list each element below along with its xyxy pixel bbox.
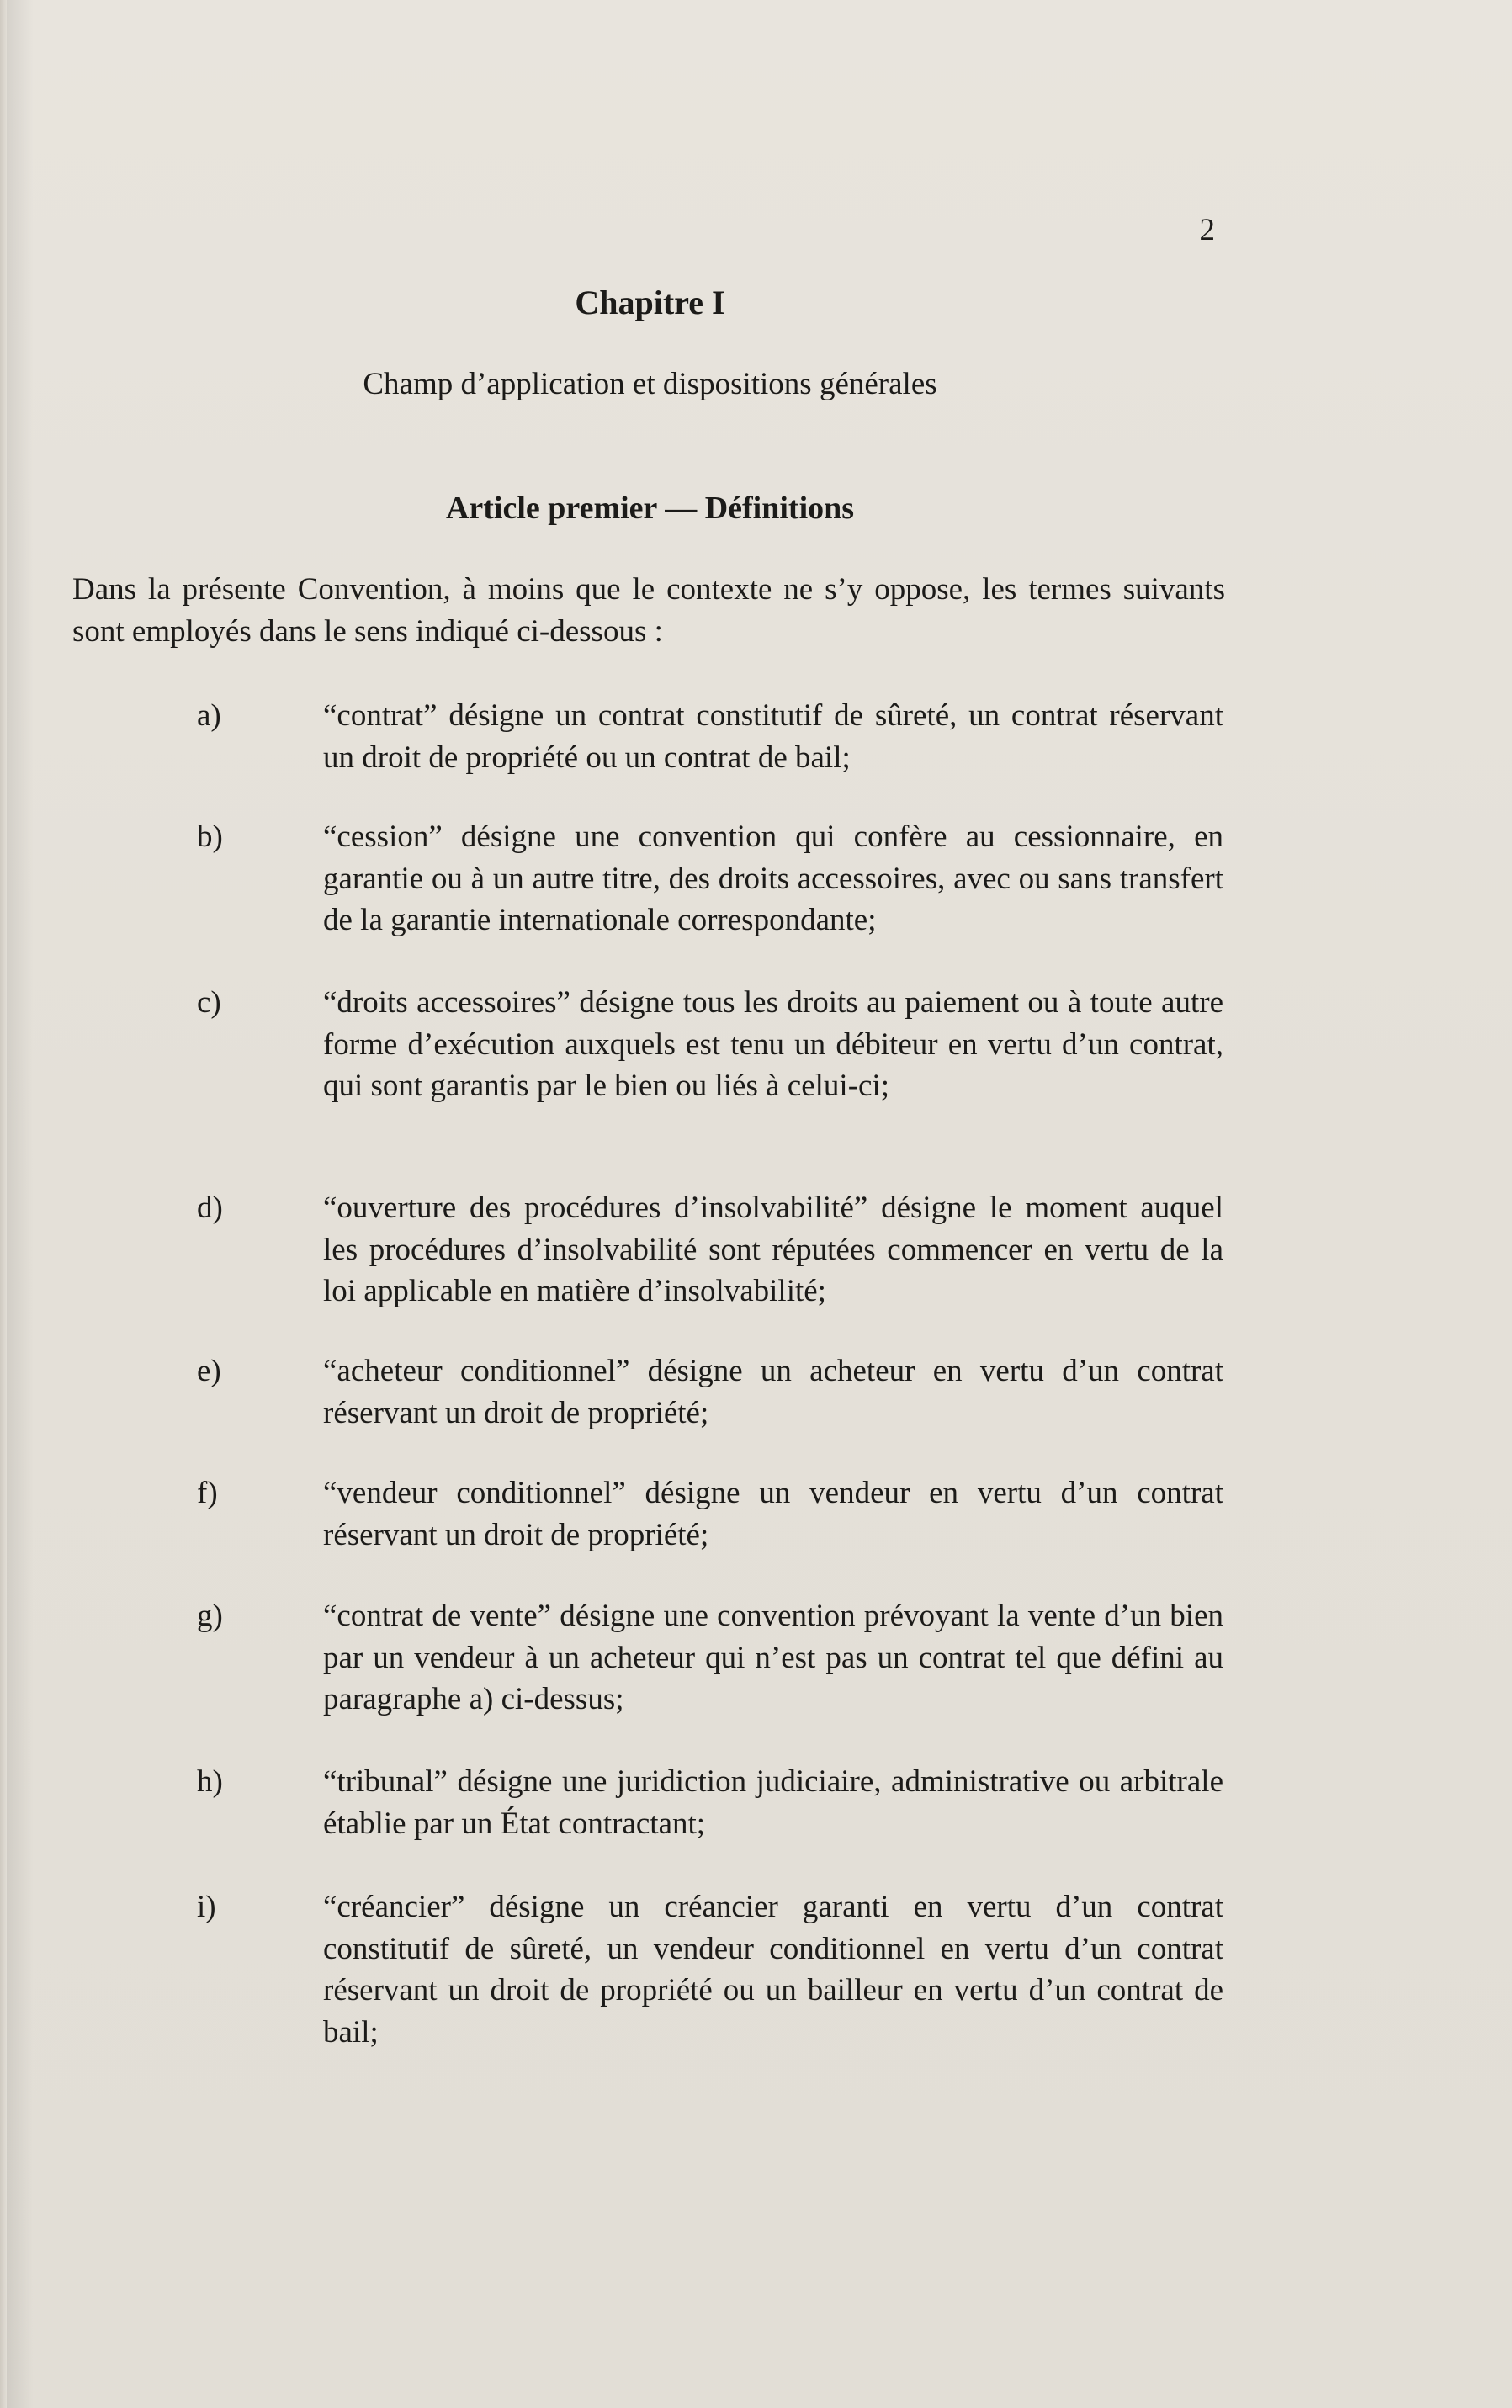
definition-letter: h) [197, 1764, 223, 1799]
definition-letter: a) [197, 698, 221, 733]
definition-letter: g) [197, 1599, 223, 1633]
definition-text: “cession” désigne une convention qui confère au cessionnaire, en garantie ou à un autre titre, des droits accessoires, avec ou sans transfert de la garantie internationale correspondante; [323, 819, 1223, 937]
binding-edge [0, 0, 7, 2408]
chapter-title: Chapitre I [575, 284, 725, 321]
definition-letter: f) [197, 1476, 218, 1510]
definition-text: “vendeur conditionnel” désigne un vendeur en vertu d’un contrat réservant un droit de propriété; [323, 1476, 1223, 1552]
definition-letter: c) [197, 985, 221, 1020]
definition-text: “droits accessoires” désigne tous les droits au paiement ou à toute autre forme d’exécution auxquels est tenu un débiteur en vertu d’un contrat, qui sont garantis par le bien ou liés à celui-ci; [323, 985, 1223, 1103]
definition-text: “tribunal” désigne une juridiction judiciaire, administrative ou arbitrale établie par un État contractant; [323, 1764, 1223, 1841]
definition-text: “ouverture des procédures d’insolvabilité” désigne le moment auquel les procédures d’insolvabilité sont réputées commencer en vertu de la loi applicable en matière d’insolvabilité; [323, 1191, 1223, 1308]
definition-letter: d) [197, 1191, 223, 1225]
definition-text: “contrat” désigne un contrat constitutif de sûreté, un contrat réservant un droit de propriété ou un contrat de bail; [323, 698, 1223, 775]
article-title: Article premier — Définitions [445, 491, 855, 526]
intro-paragraph: Dans la présente Convention, à moins que le contexte ne s’y oppose, les termes suivants sont employés dans le sens indiqué ci-dessous : [72, 572, 1225, 649]
definition-text: “créancier” désigne un créancier garanti en vertu d’un contrat constitutif de sûreté, un vendeur conditionnel en vertu d’un contrat réservant un droit de propriété ou un bailleur en vertu d’un contrat de bail; [323, 1890, 1223, 2050]
chapter-subtitle: Champ d’application et dispositions générales [363, 367, 937, 401]
definition-letter: b) [197, 819, 223, 854]
page-number: 2 [1199, 213, 1215, 247]
definition-text: “contrat de vente” désigne une convention prévoyant la vente d’un bien par un vendeur à un acheteur qui n’est pas un contrat tel que défini au paragraphe a) ci-dessus; [323, 1599, 1223, 1716]
definition-text: “acheteur conditionnel” désigne un acheteur en vertu d’un contrat réservant un droit de propriété; [323, 1354, 1223, 1430]
definition-letter: e) [197, 1354, 221, 1388]
definition-letter: i) [197, 1890, 216, 1924]
